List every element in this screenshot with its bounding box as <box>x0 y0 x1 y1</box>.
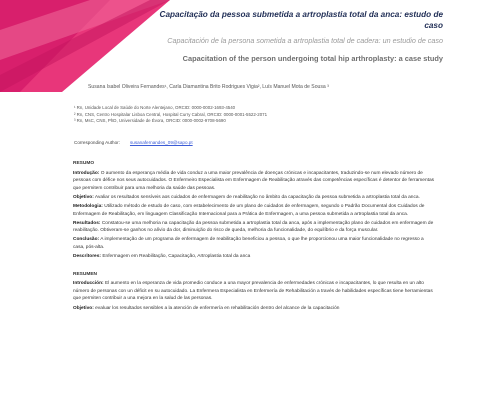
title-english: Capacitation of the person undergoing total hip arthroplasty: a case study <box>182 53 443 63</box>
title-spanish: Capacitación de la persona sometida a artroplastia total de cadera: un estudio de caso <box>167 36 443 45</box>
metodologia-label: Metodologia: <box>73 203 103 209</box>
resumo-introducao <box>73 170 435 193</box>
corresponding-author <box>74 140 193 145</box>
resumo-objetivo <box>73 194 435 202</box>
objetivo-text: Avaliar os resultados sensíveis aos cuidados de enfermagem de reabilitação no âmbito da capacitação da pessoa submetida a artroplastia total da anca. <box>94 194 420 200</box>
affiliation-1: ¹ Rn, Unidade Local de Saúde do Norte Alentejano, ORCID: 0000-0002-1693-4540 <box>74 105 236 110</box>
introducao-text: O aumento da esperança média de vida conduz a uma maior prevalência de doenças crónicas e incapacitantes, traduzindo-se num elevado número de pessoas com défice nos seus autocuidados. O Enfermeiro Especialista em Enfermagem de Reabilitação através das competências específicas é detentor de ferramentas que permitem contribuir para uma melhoria da saúde das pessoas. <box>73 170 435 191</box>
affiliation-2: ² Rn, CNS, Centro Hospitalar Lisboa Central, Hospital Curry Cabral, ORCID: 0000-0001-5522-2071 <box>74 111 268 117</box>
conclusao-label: Conclusão: <box>73 237 100 243</box>
introduccion-text: El aumento en la esperanza de vida promedio conduce a una mayor prevalencia de enfermedades crónicas e incapacitantes, lo que resulta en un alto número de personas con un déficit en su autocuidado. La Enfermera Especialista en Enfermería de Rehabilitación a través de habilidades específicas tiene herramientas que permiten contribuir a una mejora en la salud de las personas. <box>73 281 433 302</box>
introducao-label: Introdução: <box>73 170 100 176</box>
objetivo-es-label: Objetivo: <box>73 305 94 311</box>
resumen-objetivo <box>73 305 435 313</box>
resultados-label: Resultados: <box>73 220 101 226</box>
resumo-metodologia <box>73 203 435 218</box>
title-block <box>143 9 443 64</box>
objetivo-es-text: evaluar los resultados sensibles a la atención de enfermería en rehabilitación dentro del alcance de la capacitación <box>95 305 340 311</box>
descritores-label: Descritores: <box>73 254 101 260</box>
resumen-section <box>73 271 435 312</box>
descritores-text: Enfermagem em Reabilitação, Capacitação, Artroplastia total da anca <box>102 254 251 260</box>
resumo-resultados <box>73 220 435 235</box>
resumen-heading: RESUMEN <box>73 271 97 277</box>
resumo-heading: RESUMO <box>73 161 95 166</box>
title-portuguese: Capacitação da pessoa submetida a artroplastia total da anca: estudo de caso <box>159 10 443 30</box>
corresponding-email-link[interactable]: susanafernandes_09@sapo.pt <box>129 140 193 145</box>
resumo-conclusao <box>73 236 435 251</box>
conclusao-text: A implementação de um programa de enfermagem de reabilitação beneficiou a pessoa, o que lhe proporcionou uma maior funcionalidade no regresso a casa, pós-alta. <box>73 237 424 250</box>
objetivo-label: Objetivo: <box>73 194 94 200</box>
corresponding-author-label: Corresponding Author: <box>74 140 120 145</box>
resumen-introduccion <box>73 280 435 303</box>
resultados-text: Constatou-se uma melhoria na capacitação da pessoa submetida a artroplastia total da anca, após a implementação plano de cuidados em enfermagem de reabilitação. Obtiveram-se ganhos no alívio da dor, diminuição do risco de queda, melhoria da funcionalidade, do equilíbrio e da força muscular. <box>73 220 434 234</box>
affiliation-3: ³ Rn, MsC, CNS, PhD, Universidade de Évora, ORCID: 0000-0002-9708-5690 <box>74 118 226 124</box>
author-list: Susana Isabel Oliveira Fernandes¹, Carla Diamantina Brito Rodrigues Vigia², Luís Manuel Mota de Sousa ³ <box>88 84 329 90</box>
metodologia-text: Utilizado método de estudo de caso, com estabelecimento de um plano de cuidados de enfermagem, segundo o Padrão Documental dos Cuidados de Enfermagem de Reabilitação, em linguagem Classificação Internacional para a Prática de Enfermagem, a uma pessoa submetida a artroplastia total da anca. <box>73 203 425 217</box>
abstract-section <box>73 160 435 314</box>
resumo-descritores <box>73 253 435 261</box>
affiliations <box>74 105 267 125</box>
introduccion-label: Introducción: <box>73 281 104 287</box>
